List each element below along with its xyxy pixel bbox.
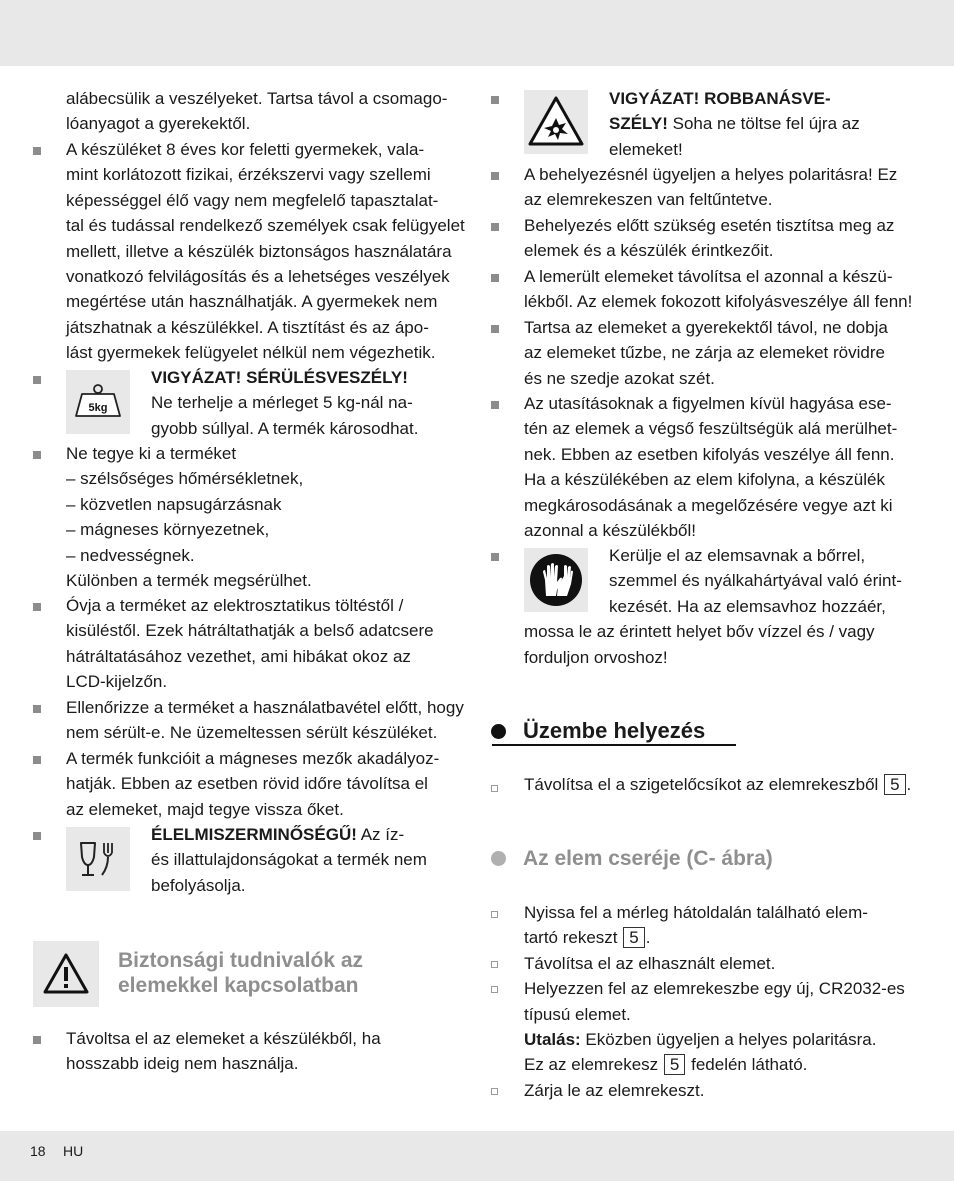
bullet-square bbox=[33, 756, 41, 764]
text-line: hatják. Ebben az esetben rövid időre távolítsa el bbox=[66, 774, 428, 794]
text-line: képességgel élő vagy nem megfelelő tapasztalat- bbox=[66, 190, 439, 210]
text-line: megkárosodásának a megelőzésére vegye azt ki bbox=[524, 495, 893, 515]
step-checkbox bbox=[491, 785, 498, 792]
bullet-square bbox=[491, 274, 499, 282]
text-line: tén az elemek a végső feszültségük alá merülhet- bbox=[524, 419, 898, 439]
text-line bbox=[524, 925, 650, 950]
injury-warning-title: VIGYÁZAT! SÉRÜLÉSVESZÉLY! bbox=[151, 368, 408, 387]
startup-heading: Üzembe helyezés bbox=[523, 718, 706, 743]
bullet-square bbox=[33, 376, 41, 384]
step-checkbox bbox=[491, 1088, 498, 1095]
text-line: szemmel és nyálkahártyával való érint- bbox=[609, 571, 902, 591]
text-line: A termék funkcióit a mágneses mezők akadályoz- bbox=[66, 749, 440, 768]
bullet-square bbox=[491, 325, 499, 333]
bullet-square bbox=[33, 705, 41, 713]
text-line bbox=[524, 772, 911, 797]
bullet-square bbox=[33, 451, 41, 459]
food-safe-rest: Az íz- bbox=[356, 825, 405, 844]
text-line: Óvja a terméket az elektrosztatikus töltéstől / bbox=[66, 596, 404, 615]
text-line: mossa le az érintett helyet bőv vízzel és / vagy bbox=[524, 622, 875, 642]
text-line: kisüléstől. Ezek hátráltathatják a belső adatcsere bbox=[66, 621, 434, 641]
step-text: tartó rekeszt bbox=[524, 928, 618, 948]
text-line: elemeket! bbox=[609, 139, 683, 159]
warning-triangle-icon bbox=[33, 941, 99, 1007]
text-line: és illattulajdonságokat a termék nem bbox=[151, 850, 427, 870]
step-checkbox bbox=[491, 961, 498, 968]
text-line: lékből. Az elemek fokozott kifolyásveszélye áll fenn! bbox=[524, 292, 913, 312]
period: . bbox=[906, 775, 912, 794]
bullet-square bbox=[33, 147, 41, 155]
step-checkbox bbox=[491, 911, 498, 918]
text-line: Ha a készülékében az elem kifolyna, a készülék bbox=[524, 470, 885, 490]
battery-safety-heading: Biztonsági tudnivalók az bbox=[118, 949, 364, 972]
bullet-square bbox=[491, 223, 499, 231]
text-line: Különben a termék megsérülhet. bbox=[66, 571, 312, 590]
text-line: lást gyermekek felügyelet nélkül nem végezhetik. bbox=[66, 343, 436, 363]
text-line: az elemeket, majd tegye vissza őket. bbox=[66, 799, 344, 819]
text-line: megértése után használhatják. A gyermekek nem bbox=[66, 292, 438, 312]
text-line: mellett, illetve a készülék biztonságos használatára bbox=[66, 241, 452, 261]
note-text: Eközben ügyeljen a helyes polaritásra. bbox=[580, 1030, 877, 1049]
text-line: Távolítsa el az elhasznált elemet. bbox=[524, 953, 776, 973]
text-line: mint korlátozott fizikai, érzékszervi vagy szellemi bbox=[66, 165, 431, 185]
note-text: fedelén látható. bbox=[691, 1055, 808, 1075]
food-safe-title: ÉLELMISZERMINŐSÉGŰ! bbox=[151, 825, 357, 844]
bottom-bar bbox=[0, 1131, 954, 1181]
bullet-square bbox=[491, 96, 499, 104]
text-line: A lemerült elemeket távolítsa el azonnal a készü- bbox=[524, 267, 893, 286]
text-line: elemek és a készülék érintkezőit. bbox=[524, 241, 774, 261]
text-line: Behelyezés előtt szükség esetén tisztítsa meg az bbox=[524, 216, 895, 235]
text-line: Ne tegye ki a terméket bbox=[66, 444, 237, 463]
weight-icon bbox=[66, 370, 130, 434]
text-line: Ne terhelje a mérleget 5 kg-nál na- bbox=[151, 393, 413, 413]
text-line bbox=[609, 111, 860, 136]
text-line: A készüléket 8 éves kor feletti gyermekek, vala- bbox=[66, 140, 425, 159]
text-line: Nyissa fel a mérleg hátoldalán található elem- bbox=[524, 903, 868, 922]
explosion-warning-text: Soha ne töltse fel újra az bbox=[667, 114, 860, 134]
explosion-warning-icon bbox=[524, 90, 588, 154]
text-line: az elemrekeszen van feltűntetve. bbox=[524, 190, 773, 210]
bullet-square bbox=[491, 401, 499, 409]
text-line: azonnal a készülékből! bbox=[524, 521, 697, 540]
text-line bbox=[524, 1027, 876, 1052]
text-line: nek. Ebben az esetben kifolyás veszélye áll fenn. bbox=[524, 444, 895, 464]
bullet-square bbox=[33, 832, 41, 840]
text-line: az elemeket tűzbe, ne zárja az elemeket rövidre bbox=[524, 343, 885, 363]
gloves-icon bbox=[524, 548, 588, 612]
note-text: Ez az elemrekesz bbox=[524, 1055, 659, 1075]
text-line: Kerülje el az elemsavnak a bőrrel, bbox=[609, 546, 866, 565]
explosion-warning-title: SZÉLY! bbox=[609, 114, 668, 134]
bullet-square bbox=[491, 172, 499, 180]
heading-underline bbox=[492, 744, 736, 746]
step-checkbox bbox=[491, 986, 498, 993]
period: . bbox=[645, 928, 651, 948]
text-line: típusú elemet. bbox=[524, 1004, 631, 1024]
text-line: Az utasításoknak a figyelmen kívül hagyása ese- bbox=[524, 394, 892, 413]
explosion-warning-title: VIGYÁZAT! ROBBANÁSVE- bbox=[609, 89, 831, 108]
section-bullet-dot bbox=[491, 851, 506, 866]
text-line: játszhatnak a készülékkel. A tisztítást és az ápo- bbox=[66, 317, 429, 337]
text-line: tal és tudással rendelkező személyek csak felügyelet bbox=[66, 216, 465, 236]
page-number: 18 bbox=[30, 1143, 46, 1159]
text-line: hátráltatásához vezethet, ami hibákat okoz az bbox=[66, 646, 411, 666]
text-line: kezését. Ha az elemsavhoz hozzáér, bbox=[609, 596, 886, 616]
text-line: lóanyagot a gyerekektől. bbox=[66, 114, 251, 134]
text-line: LCD-kijelzőn. bbox=[66, 672, 168, 692]
section-bullet-dot bbox=[491, 724, 506, 739]
text-line: Ellenőrizze a terméket a használatbavétel előtt, hogy bbox=[66, 698, 464, 717]
text-line: – közvetlen napsugárzásnak bbox=[66, 494, 282, 514]
text-line: Távoltsa el az elemeket a készülékből, ha bbox=[66, 1029, 381, 1048]
text-line: és ne szedje azokat szét. bbox=[524, 368, 715, 388]
text-line: Helyezzen fel az elemrekeszbe egy új, CR2032-es bbox=[524, 979, 905, 999]
text-line: Tartsa az elemeket a gyerekektől távol, ne dobja bbox=[524, 318, 888, 337]
text-line: vonatkozó felvilágosítás és a lehetséges veszélyek bbox=[66, 267, 450, 286]
text-line bbox=[524, 1052, 807, 1077]
top-bar bbox=[0, 0, 954, 66]
text-line: – szélsőséges hőmérsékletnek, bbox=[66, 469, 304, 489]
note-label: Utalás: bbox=[524, 1030, 581, 1049]
weight-icon-label: 5kg bbox=[88, 402, 108, 414]
text-line: gyobb súllyal. A termék károsodhat. bbox=[151, 418, 419, 438]
part-ref-box: 5 bbox=[884, 774, 905, 795]
bullet-square bbox=[33, 1036, 41, 1044]
text-line: – mágneses környezetnek, bbox=[66, 520, 270, 540]
text-line: – nedvességnek. bbox=[66, 545, 195, 565]
text-line: Zárja le az elemrekeszt. bbox=[524, 1080, 705, 1100]
food-safe-icon bbox=[66, 827, 130, 891]
text-line: A behelyezésnél ügyeljen a helyes polaritásra! Ez bbox=[524, 165, 898, 184]
text-line bbox=[151, 822, 404, 847]
battery-safety-heading: elemekkel kapcsolatban bbox=[118, 974, 359, 997]
bullet-square bbox=[491, 553, 499, 561]
text-line: alábecsülik a veszélyeket. Tartsa távol a csomago- bbox=[66, 89, 448, 108]
text-line: befolyásolja. bbox=[151, 875, 246, 895]
text-line: forduljon orvoshoz! bbox=[524, 647, 668, 667]
text-line: hosszabb ideig nem használja. bbox=[66, 1054, 299, 1074]
battery-replace-heading: Az elem cseréje (C- ábra) bbox=[523, 847, 773, 870]
part-ref-box: 5 bbox=[623, 927, 644, 948]
text-line: nem sérült-e. Ne üzemeltessen sérült készüléket. bbox=[66, 723, 438, 743]
bullet-square bbox=[33, 603, 41, 611]
part-ref-box: 5 bbox=[664, 1054, 685, 1075]
step-text: Távolítsa el a szigetelőcsíkot az elemrekeszből bbox=[524, 775, 879, 794]
language-code: HU bbox=[63, 1143, 84, 1159]
